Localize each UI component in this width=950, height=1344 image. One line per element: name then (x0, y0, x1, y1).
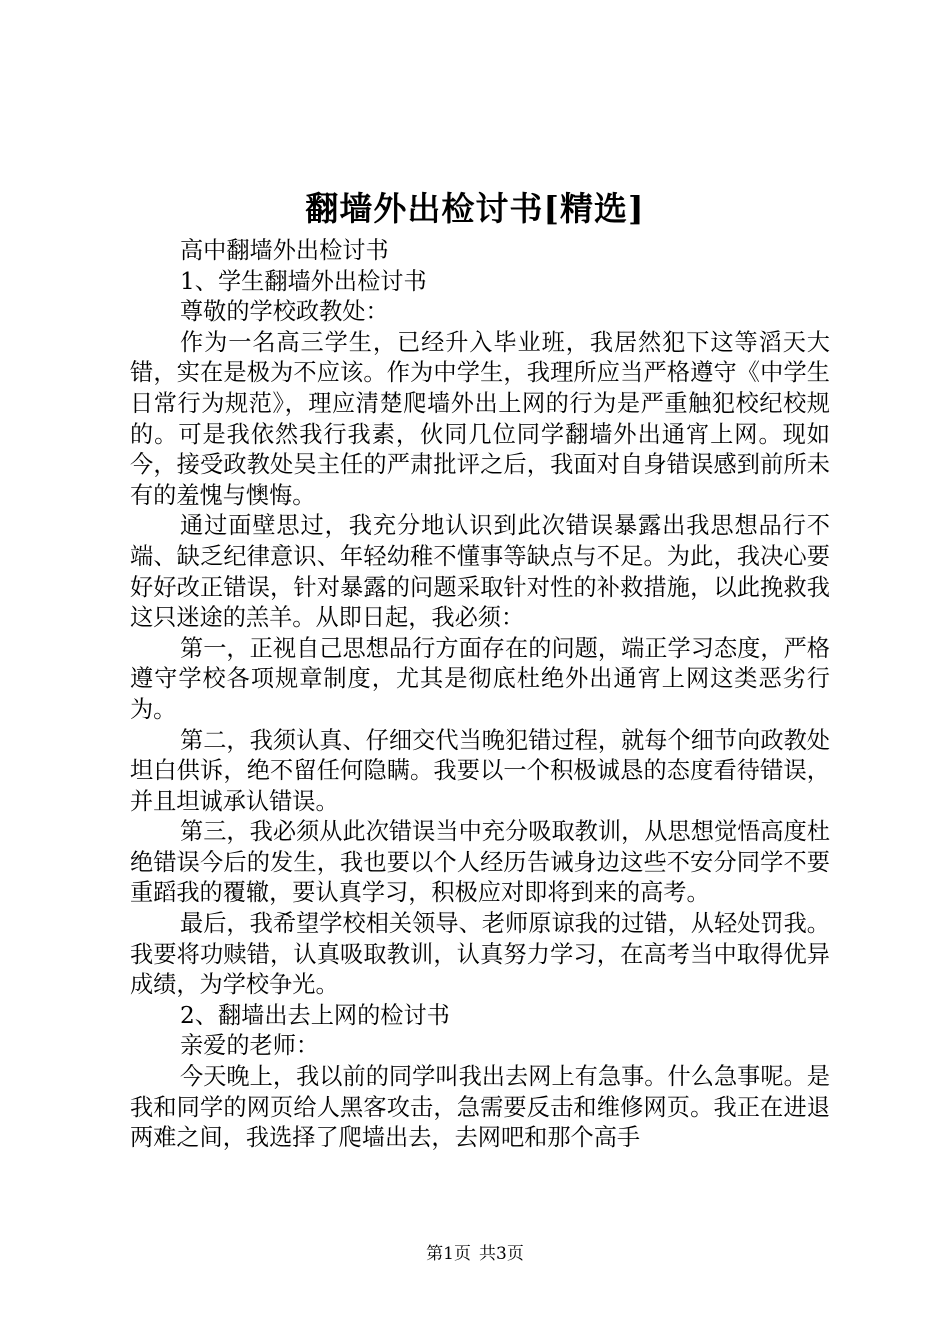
page-footer (0, 1242, 950, 1266)
paragraph-subtitle: 高中翻墙外出检讨书 (180, 237, 389, 264)
paragraph: 第一，正视自己思想品行方面存在的问题，端正学习态度，严格遵守学校各项规章制度，尤其是彻底杜绝外出通宵上网这类恶劣行为。 (130, 634, 830, 723)
section-heading-2: 2、翻墙出去上网的检讨书 (180, 1001, 450, 1029)
document-title: 翻墙外出检讨书[精选] (305, 189, 645, 228)
salutation-1: 尊敬的学校政教处： (180, 298, 389, 326)
salutation-2: 亲爱的老师： (180, 1032, 320, 1060)
paragraph: 第三，我必须从此次错误当中充分吸取教训，从思想觉悟高度杜绝错误今后的发生，我也要以个人经历告诫身边这些不安分同学不要重蹈我的覆辙，要认真学习，积极应对即将到来的高考。 (130, 818, 830, 907)
paragraph: 今天晚上，我以前的同学叫我出去网上有急事。什么急事呢。是我和同学的网页给人黑客攻击，急需要反击和维修网页。我正在进退两难之间，我选择了爬墙出去，去网吧和那个高手 (130, 1063, 830, 1152)
section-heading-1: 1、学生翻墙外出检讨书 (180, 267, 427, 295)
page-total: 共3页 (479, 1244, 524, 1264)
paragraph: 通过面壁思过，我充分地认识到此次错误暴露出我思想品行不端、缺乏纪律意识、年轻幼稚不懂事等缺点与不足。为此，我决心要好好改正错误，针对暴露的问题采取针对性的补救措施，以此挽救我这只迷途的羔羊。从即日起，我必须： (130, 512, 830, 632)
paragraph: 第二，我须认真、仔细交代当晚犯错过程，就每个细节向政教处坦白供诉，绝不留任何隐瞒。我要以一个积极诚恳的态度看待错误，并且坦诚承认错误。 (130, 726, 830, 815)
paragraph: 作为一名高三学生，已经升入毕业班，我居然犯下这等滔天大错，实在是极为不应该。作为中学生，我理所应当严格遵守《中学生日常行为规范》，理应清楚爬墙外出上网的行为是严重触犯校纪校规的。可是我依然我行我素，伙同几位同学翻墙外出通宵上网。现如今，接受政教处吴主任的严肃批评之后，我面对自身错误感到前所未有的羞愧与懊悔。 (130, 328, 830, 509)
document-body (130, 236, 830, 1154)
page-number: 第1页 (426, 1244, 471, 1264)
paragraph: 最后，我希望学校相关领导、老师原谅我的过错，从轻处罚我。我要将功赎错，认真吸取教训，认真努力学习，在高考当中取得优异成绩，为学校争光。 (130, 910, 830, 999)
